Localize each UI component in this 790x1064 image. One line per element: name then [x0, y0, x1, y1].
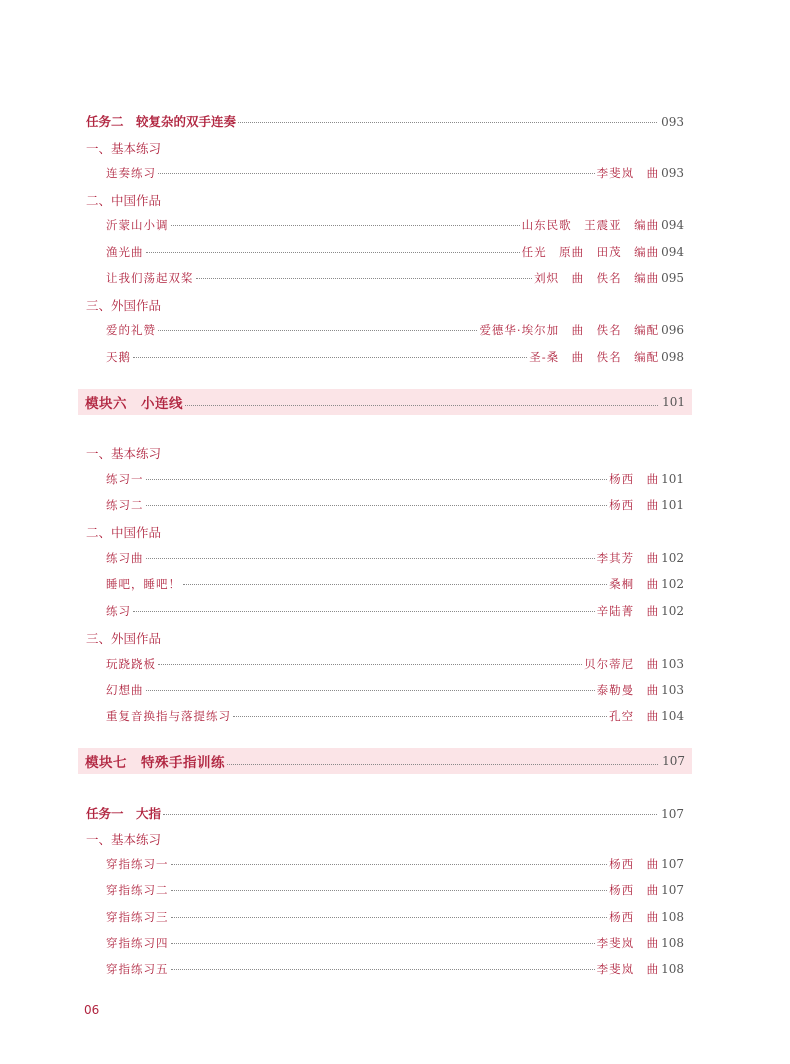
dot-leader [146, 556, 595, 559]
dot-leader [133, 355, 527, 358]
entry-page-number: 103 [661, 657, 684, 671]
toc-item-entry[interactable] [106, 656, 684, 672]
entry-title: 睡吧，睡吧！ [106, 577, 181, 591]
toc-module-entry[interactable] [78, 389, 692, 415]
entry-title: 模块六 小连线 [85, 396, 183, 412]
entry-page-number: 101 [661, 498, 684, 512]
entry-title: 天鹅 [106, 350, 131, 364]
entry-credit: 爱德华·埃尔加 曲 佚名 编配 [479, 323, 660, 337]
toc-item-entry[interactable] [106, 682, 684, 698]
entry-page-number: 102 [661, 604, 684, 618]
dot-leader [171, 967, 595, 970]
page-number: 06 [84, 1003, 100, 1017]
toc-item-entry[interactable] [106, 961, 684, 977]
entry-title: 穿指练习二 [106, 883, 169, 897]
entry-title: 任务二 较复杂的双手连奏 [86, 114, 237, 129]
entry-title: 让我们荡起双桨 [106, 271, 194, 285]
entry-title: 任务一 大指 [86, 806, 162, 821]
entry-page-number: 096 [661, 323, 684, 337]
dot-leader [133, 609, 595, 612]
entry-credit: 圣-桑 曲 佚名 编配 [529, 350, 660, 364]
section-heading: 二、中国作品 [86, 525, 162, 540]
entry-page-number: 102 [661, 551, 684, 565]
entry-page-number: 095 [661, 271, 684, 285]
toc-item-entry[interactable] [106, 909, 684, 925]
dot-leader [158, 171, 595, 174]
entry-title: 穿指练习一 [106, 857, 169, 871]
entry-credit: 贝尔蒂尼 曲 [584, 657, 660, 671]
entry-credit: 山东民歌 王震亚 编曲 [521, 218, 660, 232]
entry-page-number: 093 [661, 115, 684, 129]
entry-credit: 任光 原曲 田茂 编曲 [521, 245, 660, 259]
entry-credit: 杨西 曲 [609, 857, 660, 871]
entry-title: 爱的礼赞 [106, 323, 156, 337]
entry-credit: 刘炽 曲 佚名 编曲 [534, 271, 660, 285]
entry-title: 练习曲 [106, 551, 144, 565]
entry-page-number: 093 [661, 166, 684, 180]
entry-title: 幻想曲 [106, 683, 144, 697]
toc-item-entry[interactable] [106, 165, 684, 181]
entry-title: 穿指练习五 [106, 962, 169, 976]
dot-leader [158, 662, 582, 665]
dot-leader [233, 714, 607, 717]
dot-leader [171, 941, 595, 944]
toc-task-entry[interactable] [86, 804, 684, 822]
section-heading: 一、基本练习 [86, 446, 162, 461]
entry-page-number: 107 [661, 883, 684, 897]
entry-credit: 辛陆菁 曲 [596, 604, 660, 618]
section-heading: 一、基本练习 [86, 832, 162, 847]
entry-title: 穿指练习四 [106, 936, 169, 950]
toc-item-entry[interactable] [106, 550, 684, 566]
entry-page-number: 102 [661, 577, 684, 591]
toc-item-entry[interactable] [106, 322, 684, 338]
entry-title: 重复音换指与落提练习 [106, 709, 231, 723]
toc-item-entry[interactable] [106, 603, 684, 619]
entry-page-number: 098 [661, 350, 684, 364]
entry-page-number: 108 [661, 962, 684, 976]
entry-credit: 杨西 曲 [609, 910, 660, 924]
toc-item-entry[interactable] [106, 882, 684, 898]
section-heading: 三、外国作品 [86, 298, 162, 313]
toc-task-entry[interactable] [86, 112, 684, 130]
toc-item-entry[interactable] [106, 856, 684, 872]
entry-credit: 杨西 曲 [609, 498, 660, 512]
toc-item-entry[interactable] [106, 935, 684, 951]
toc-item-entry[interactable] [106, 349, 684, 365]
section-heading: 二、中国作品 [86, 193, 162, 208]
dot-leader [158, 328, 477, 331]
entry-page-number: 108 [661, 910, 684, 924]
entry-page-number: 108 [661, 936, 684, 950]
toc-item-entry[interactable] [106, 471, 684, 487]
entry-credit: 桑桐 曲 [609, 577, 660, 591]
dot-leader [146, 250, 520, 253]
entry-title: 穿指练习三 [106, 910, 169, 924]
dot-leader [163, 812, 657, 815]
section-heading: 三、外国作品 [86, 631, 162, 646]
toc-item-entry[interactable] [106, 270, 684, 286]
toc-item-entry[interactable] [106, 244, 684, 260]
section-heading: 一、基本练习 [86, 141, 162, 156]
entry-page-number: 101 [661, 472, 684, 486]
entry-title: 练习 [106, 604, 131, 618]
entry-page-number: 104 [661, 709, 684, 723]
entry-credit: 李斐岚 曲 [596, 166, 660, 180]
entry-page-number: 107 [662, 754, 685, 768]
toc-module-entry[interactable] [78, 748, 692, 774]
dot-leader [171, 223, 520, 226]
entry-title: 练习二 [106, 498, 144, 512]
dot-leader [171, 888, 608, 891]
toc-item-entry[interactable] [106, 708, 684, 724]
toc-item-entry[interactable] [106, 497, 684, 513]
entry-title: 练习一 [106, 472, 144, 486]
dot-leader [146, 477, 608, 480]
entry-title: 渔光曲 [106, 245, 144, 259]
entry-credit: 杨西 曲 [609, 883, 660, 897]
toc-item-entry[interactable] [106, 576, 684, 592]
dot-leader [171, 915, 608, 918]
entry-page-number: 094 [661, 218, 684, 232]
entry-credit: 李其芳 曲 [596, 551, 660, 565]
entry-title: 沂蒙山小调 [106, 218, 169, 232]
entry-credit: 孔空 曲 [609, 709, 660, 723]
entry-title: 连奏练习 [106, 166, 156, 180]
entry-page-number: 094 [661, 245, 684, 259]
entry-credit: 李斐岚 曲 [596, 962, 660, 976]
dot-leader [238, 120, 657, 123]
dot-leader [227, 762, 658, 765]
entry-page-number: 101 [662, 395, 685, 409]
entry-credit: 杨西 曲 [609, 472, 660, 486]
entry-page-number: 103 [661, 683, 684, 697]
entry-credit: 李斐岚 曲 [596, 936, 660, 950]
dot-leader [171, 862, 608, 865]
dot-leader [146, 503, 608, 506]
entry-title: 模块七 特殊手指训练 [85, 755, 225, 771]
dot-leader [146, 688, 595, 691]
toc-item-entry[interactable] [106, 217, 684, 233]
dot-leader [196, 276, 533, 279]
entry-credit: 泰勒曼 曲 [596, 683, 660, 697]
entry-title: 玩跷跷板 [106, 657, 156, 671]
entry-page-number: 107 [661, 857, 684, 871]
entry-page-number: 107 [661, 807, 684, 821]
dot-leader [183, 582, 607, 585]
dot-leader [185, 403, 658, 406]
